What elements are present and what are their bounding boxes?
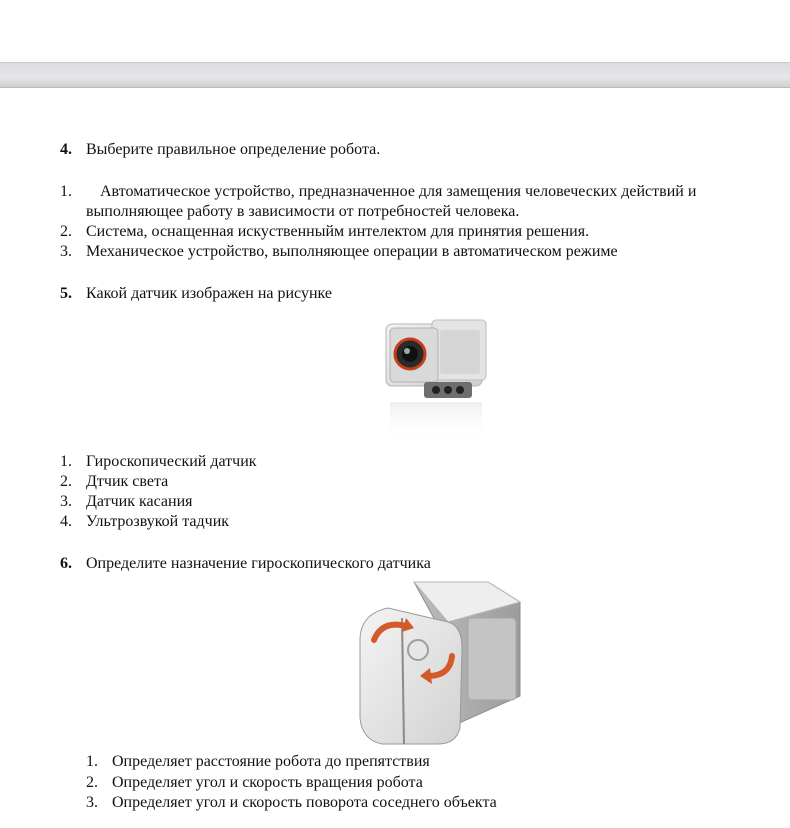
q4-option-2-number: 2. (60, 223, 72, 240)
q5-option-3-text: Датчик касания (86, 493, 193, 510)
q4-number: 4. (60, 141, 72, 158)
q6-option-3-number: 3. (86, 794, 98, 811)
q6-option-1-text: Определяет расстояние робота до препятствия (112, 753, 430, 770)
q5-option-2-number: 2. (60, 473, 72, 490)
q4-option-3-text: Механическое устройство, выполняющее операции в автоматическом режиме (86, 243, 618, 260)
q5-option-2-text: Дтчик света (86, 473, 169, 490)
q4-option-1-line1: Автоматическое устройство, предназначенное для замещения человеческих действий и (100, 183, 697, 200)
q6-number: 6. (60, 555, 72, 572)
q5-option-3-number: 3. (60, 493, 72, 510)
q5-option-4-number: 4. (60, 513, 72, 530)
q4-option-1-line2: выполняющее работу в зависимости от потребностей человека. (86, 203, 520, 220)
q5-text: Какой датчик изображен на рисунке (86, 285, 332, 302)
q6-option-1-number: 1. (86, 753, 98, 770)
q4-option-1-number: 1. (60, 183, 72, 200)
q5-option-1-number: 1. (60, 453, 72, 470)
q6-option-2-text: Определяет угол и скорость вращения робота (112, 774, 423, 791)
q5-option-4-text: Ультрозвукой тадчик (86, 513, 230, 530)
q6-text: Определите назначение гироскопического датчика (86, 555, 431, 572)
q4-text: Выберите правильное определение робота. (86, 141, 381, 158)
q4-option-3-number: 3. (60, 243, 72, 260)
color-sensor-image (380, 316, 492, 446)
q5-option-1-text: Гироскопический датчик (86, 453, 257, 470)
q4-option-2-text: Система, оснащенная искуственныйм интелектом для принятия решения. (86, 223, 590, 240)
q5-number: 5. (60, 285, 72, 302)
toolbar-strip (0, 62, 790, 88)
gyro-sensor-image (352, 578, 524, 748)
q6-option-3-text: Определяет угол и скорость поворота соседнего объекта (112, 794, 497, 811)
q6-option-2-number: 2. (86, 774, 98, 791)
